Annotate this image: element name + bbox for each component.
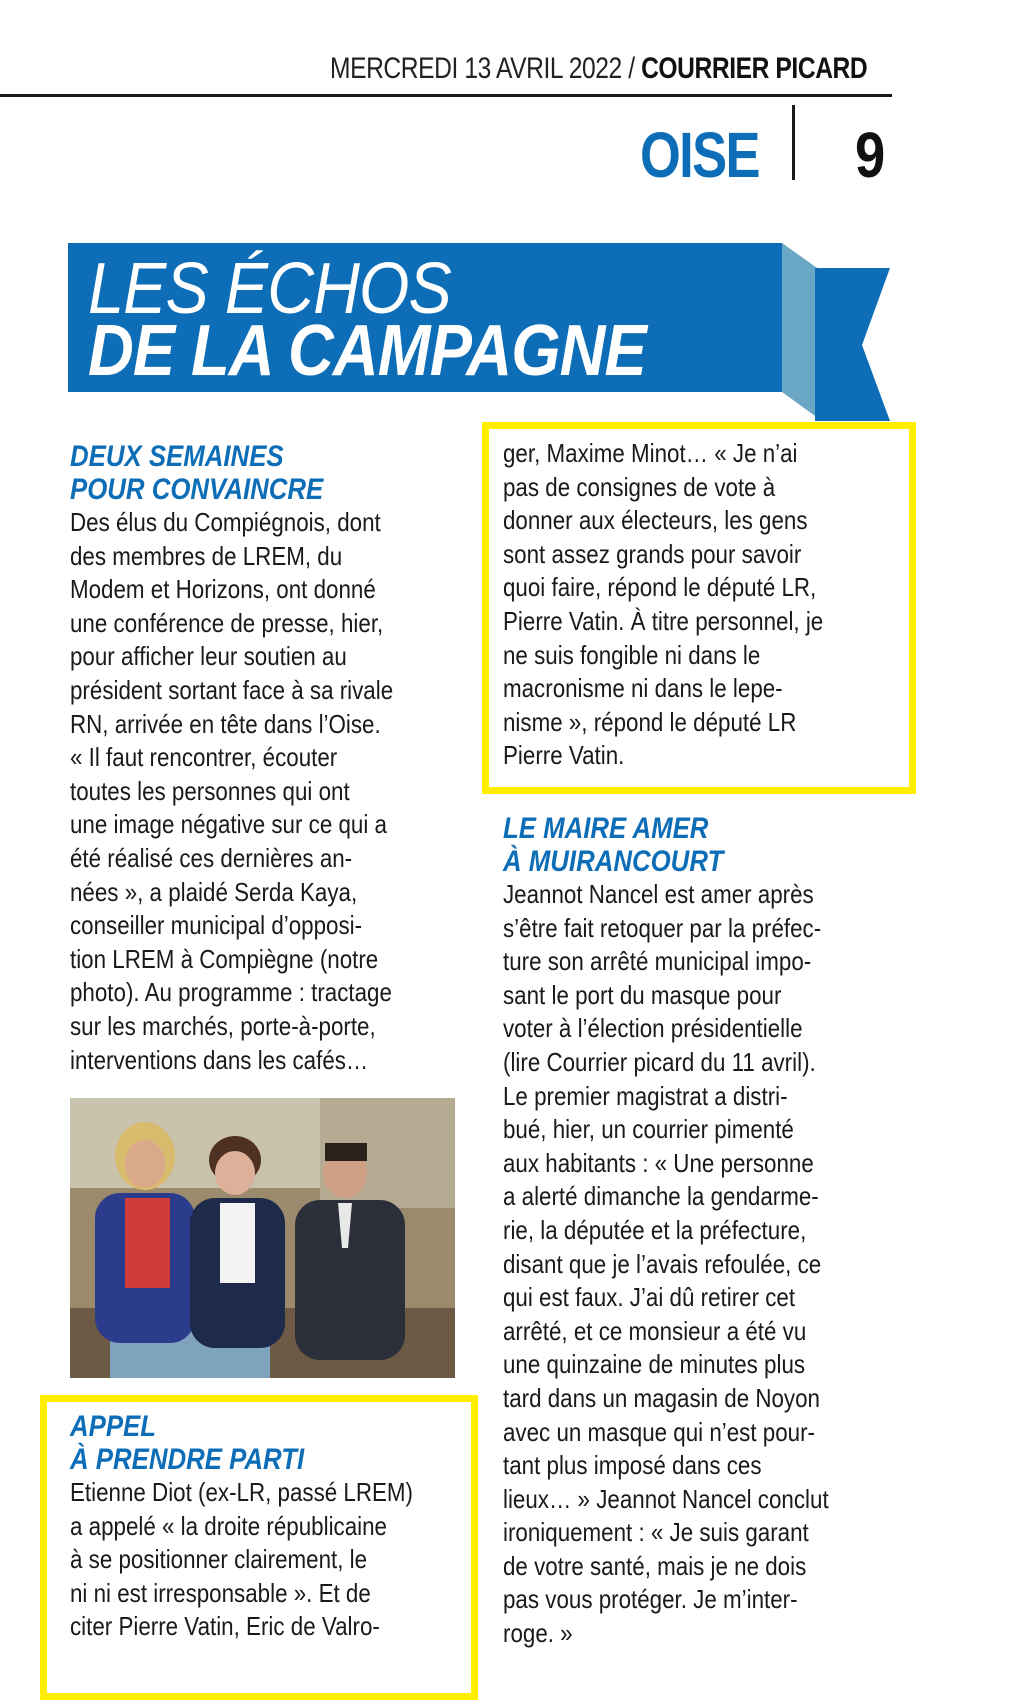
text-line: Modem et Horizons, ont donné [70, 574, 376, 605]
article-kicker [503, 812, 843, 878]
article-appel-continued [503, 437, 898, 773]
text-line: citer Pierre Vatin, Eric de Valro- [70, 1611, 380, 1642]
article-appel [70, 1410, 465, 1644]
text-line: sant le port du masque pour [503, 979, 782, 1010]
text-line: de votre santé, mais je ne dois [503, 1550, 807, 1581]
text-line: Pierre Vatin. À titre personnel, je [503, 605, 824, 636]
text-line: sur les marchés, porte-à-porte, [70, 1010, 376, 1041]
text-line: ne suis fongible ni dans le [503, 639, 761, 670]
text-line: avec un masque qui n’est pour- [503, 1416, 815, 1447]
text-line: sont assez grands pour savoir [503, 538, 802, 569]
article-body [503, 878, 843, 1651]
text-line: (lire Courrier picard du 11 avril). [503, 1046, 816, 1077]
text-line: pour afficher leur soutien au [70, 641, 347, 672]
text-line: quoi faire, répond le député LR, [503, 572, 817, 603]
text-line: « Il faut rencontrer, écouter [70, 742, 338, 773]
article-kicker [70, 1410, 410, 1476]
article-maire-amer [503, 812, 898, 1651]
text-line: interventions dans les cafés… [70, 1044, 369, 1075]
text-line: s’être fait retoquer par la préfec- [503, 912, 822, 943]
text-line: tant plus imposé dans ces [503, 1450, 762, 1481]
text-line: conseiller municipal d’opposi- [70, 910, 363, 941]
article-photo [70, 1098, 455, 1378]
text-line: une conférence de presse, hier, [70, 607, 384, 638]
text-line: Jeannot Nancel est amer après [503, 879, 814, 909]
text-line: donner aux électeurs, les gens [503, 505, 808, 536]
text-line: macronisme ni dans le lepe- [503, 673, 783, 704]
section-title: OISE [640, 119, 759, 191]
text-line: pas vous protéger. Je m’inter- [503, 1584, 798, 1615]
kicker-line: À MUIRANCOURT [503, 845, 724, 878]
text-line: aux habitants : « Une personne [503, 1147, 814, 1178]
text-line: une image négative sur ce qui a [70, 809, 387, 840]
text-line: photo). Au programme : tractage [70, 977, 392, 1008]
text-line: voter à l’élection présidentielle [503, 1013, 803, 1044]
text-line: Le premier magistrat a distri- [503, 1080, 788, 1111]
text-line: lieux… » Jeannot Nancel conclut [503, 1483, 829, 1514]
text-line: nées », a plaidé Serda Kaya, [70, 876, 358, 907]
page-number: 9 [855, 119, 886, 191]
text-line: Des élus du Compiégnois, dont [70, 507, 381, 537]
text-line: ger, Maxime Minot… « Je n’ai [503, 438, 798, 468]
text-line: bué, hier, un courrier pimenté [503, 1114, 794, 1145]
text-line: été réalisé ces dernières an- [70, 842, 353, 873]
text-line: des membres de LREM, du [70, 540, 343, 571]
text-line: arrêté, et ce monsieur a été vu [503, 1315, 807, 1346]
text-line: nisme », répond le député LR [503, 706, 797, 737]
text-line: à se positionner clairement, le [70, 1544, 368, 1575]
kicker-line: POUR CONVAINCRE [70, 473, 324, 506]
text-line: président sortant face à sa rivale [70, 674, 394, 705]
kicker-line: APPEL [70, 1410, 157, 1443]
text-line: RN, arrivée en tête dans l’Oise. [70, 708, 381, 739]
banner-line-2: DE LA CAMPAGNE [88, 311, 646, 391]
text-line: ture son arrêté municipal impo- [503, 946, 812, 977]
kicker-line: DEUX SEMAINES [70, 440, 284, 473]
text-line: tion LREM à Compiègne (notre [70, 943, 379, 974]
text-line: ironiquement : « Je suis garant [503, 1517, 809, 1548]
kicker-line: LE MAIRE AMER [503, 812, 709, 845]
ribbon-tail [815, 268, 890, 421]
issue-date: MERCREDI 13 AVRIL 2022 [330, 52, 622, 85]
text-line: tard dans un magasin de Noyon [503, 1382, 820, 1413]
dateline-separator: / [628, 52, 635, 85]
article-body [70, 1476, 413, 1644]
banner-line-1: LES ÉCHOS [88, 249, 451, 329]
article-body [503, 437, 843, 773]
text-line: une quinzaine de minutes plus [503, 1349, 806, 1380]
text-line: a appelé « la droite républicaine [70, 1510, 388, 1541]
text-line: a alerté dimanche la gendarme- [503, 1181, 819, 1212]
kicker-line: À PRENDRE PARTI [70, 1443, 305, 1476]
article-kicker [70, 440, 414, 506]
banner-title [88, 249, 808, 391]
newspaper-name: COURRIER PICARD [641, 52, 868, 85]
text-line: disant que je l’avais refoulée, ce [503, 1248, 822, 1279]
text-line: Etienne Diot (ex-LR, passé LREM) [70, 1477, 413, 1507]
text-line: qui est faux. J’ai dû retirer cet [503, 1282, 796, 1313]
text-line: roge. » [503, 1618, 573, 1649]
article-body [70, 506, 414, 1077]
text-line: ni ni est irresponsable ». Et de [70, 1577, 371, 1608]
text-line: rie, la députée et la préfecture, [503, 1214, 807, 1245]
article-deux-semaines [70, 440, 470, 1077]
text-line: toutes les personnes qui ont [70, 775, 350, 806]
text-line: Pierre Vatin. [503, 740, 625, 771]
text-line: pas de consignes de vote à [503, 471, 776, 502]
